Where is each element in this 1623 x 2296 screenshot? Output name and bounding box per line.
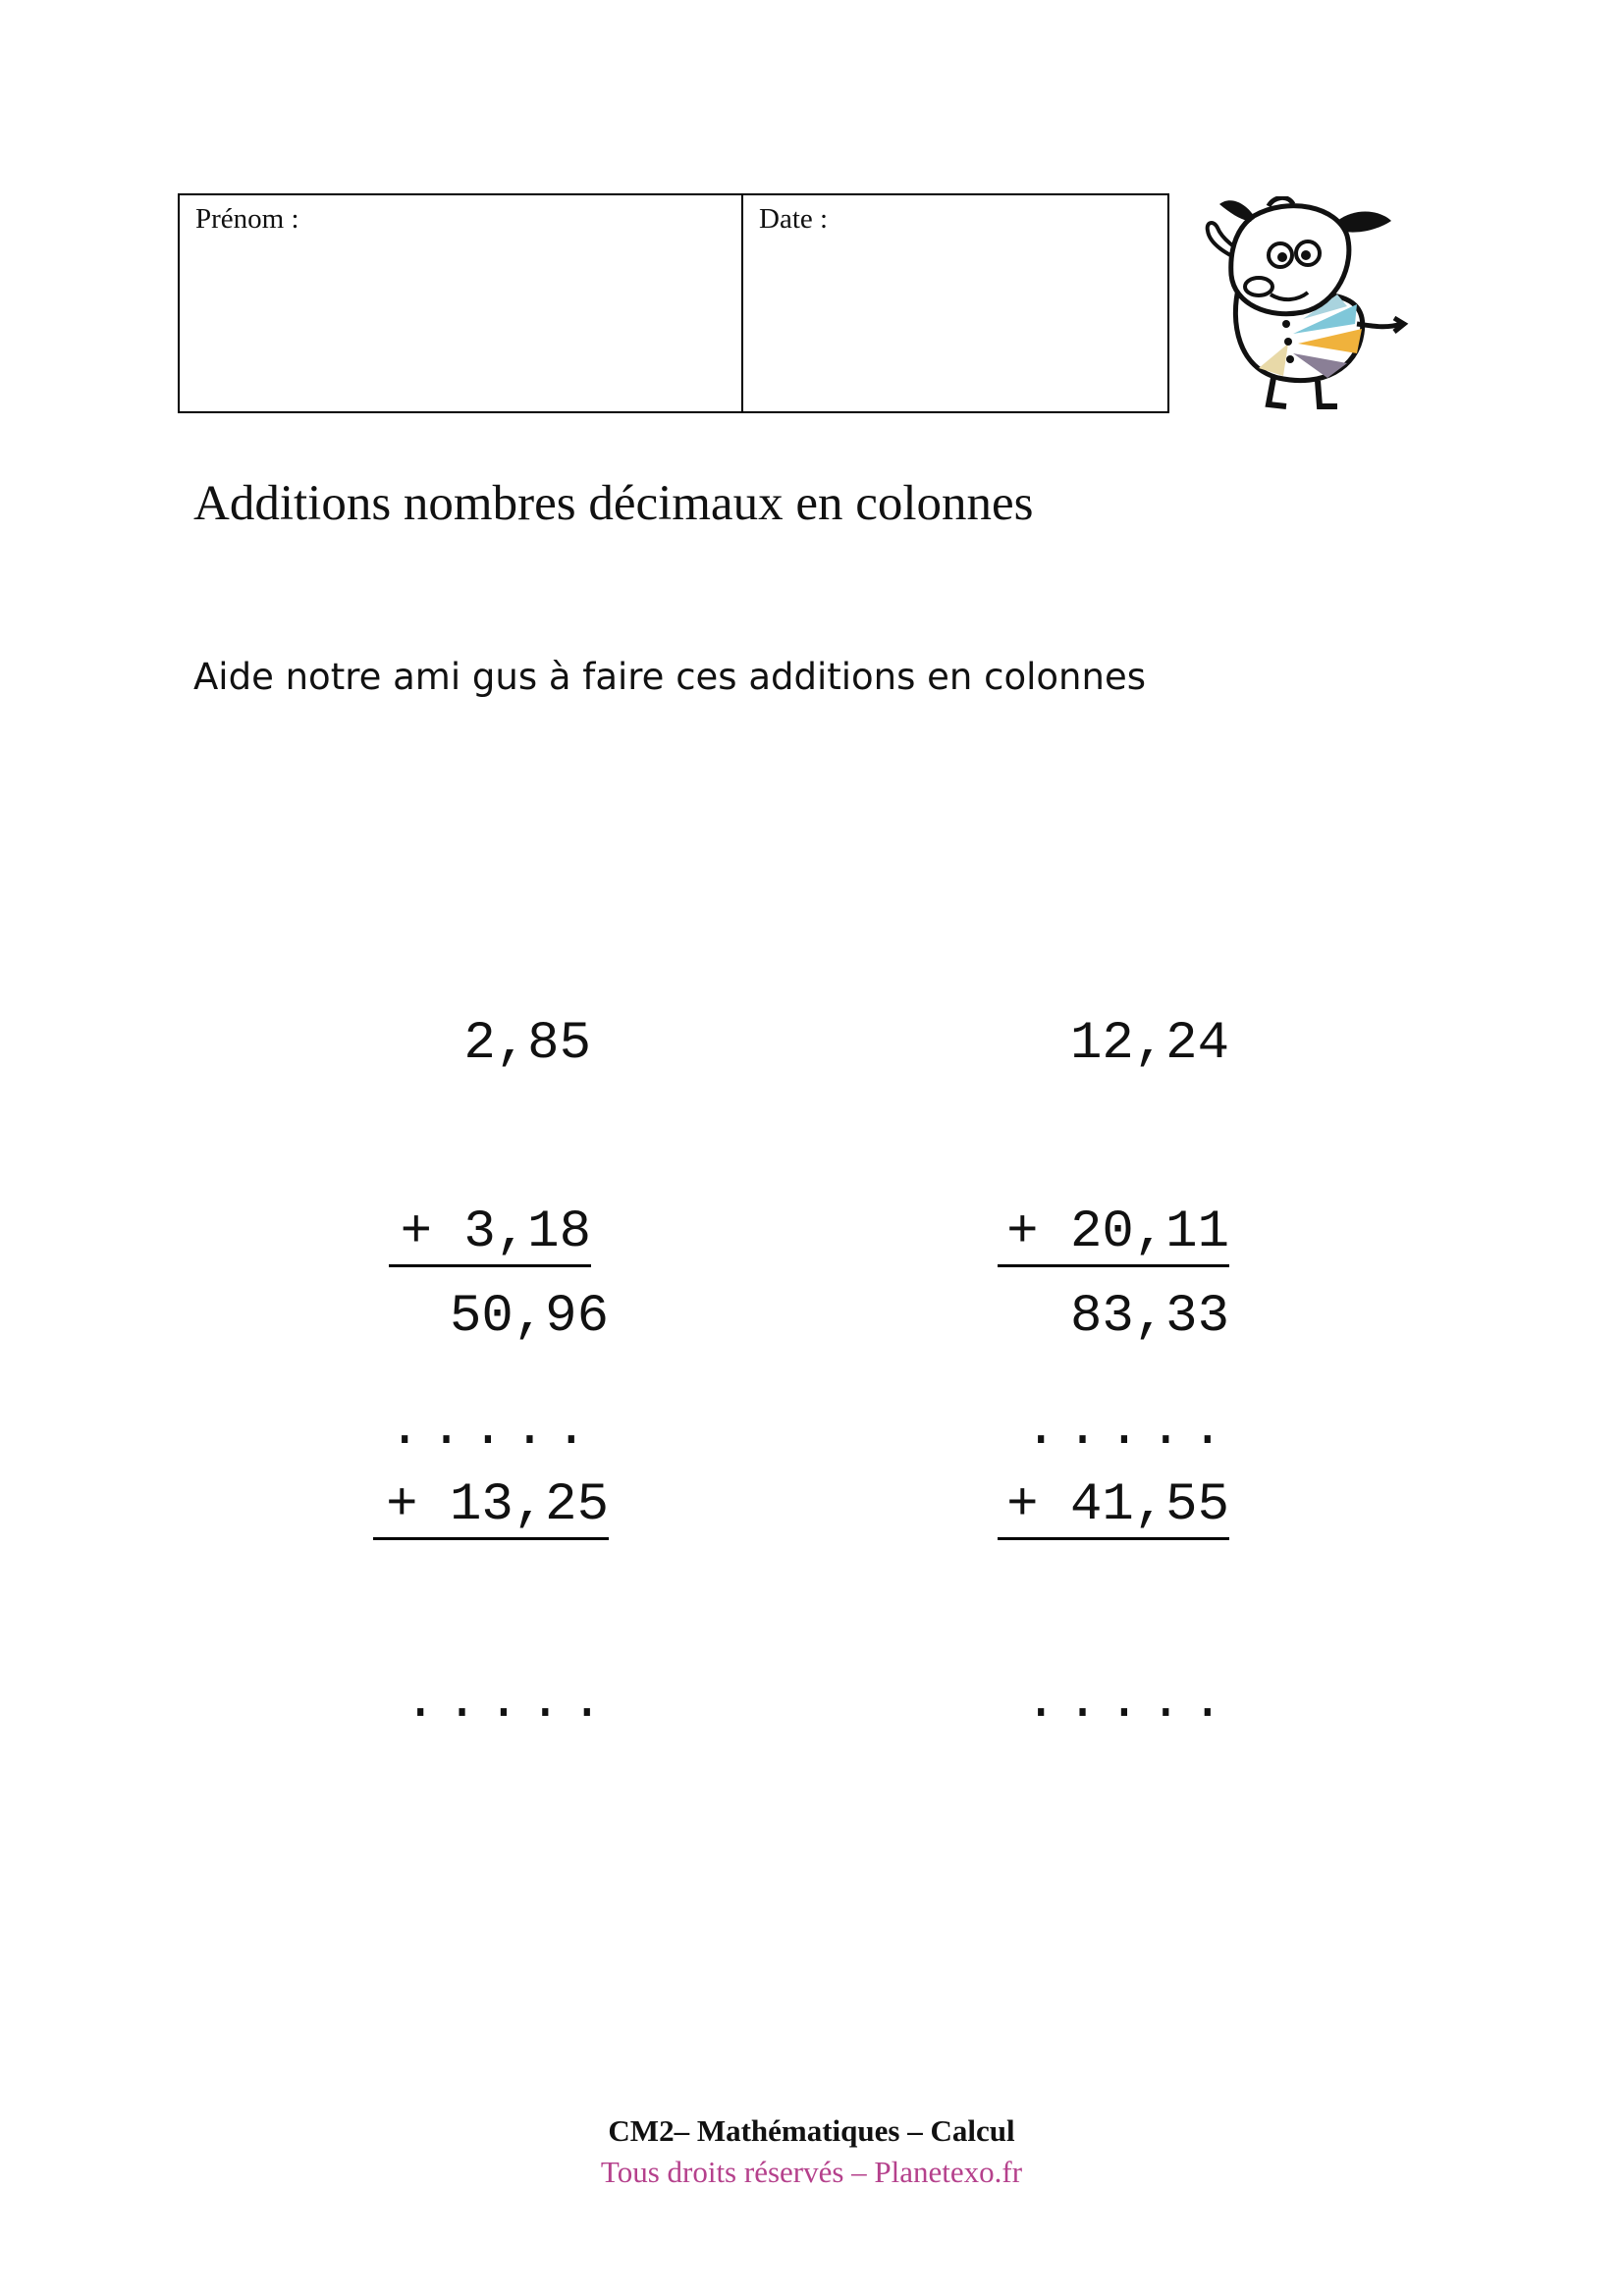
second-operand: + 41,55: [998, 1474, 1229, 1540]
footer-subject: CM2– Mathématiques – Calcul: [608, 2113, 1015, 2148]
student-info-box: [178, 193, 1169, 413]
second-operand: + 20,11: [998, 1201, 1229, 1267]
footer-copyright: Tous droits réservés – Planetexo.fr: [600, 2155, 1023, 2189]
addition-problem: [373, 1160, 613, 1797]
first-operand: 83,33: [1069, 1287, 1229, 1347]
second-operand: + 3,18: [389, 1201, 591, 1267]
first-operand: 2,85: [463, 1014, 591, 1074]
name-label: Prénom :: [195, 203, 299, 235]
second-operand: + 13,25: [373, 1474, 609, 1540]
addition-problem: [998, 1160, 1233, 1797]
first-operand: 12,24: [1069, 1014, 1229, 1074]
worksheet-title: Additions nombres décimaux en colonnes: [193, 476, 1034, 531]
first-operand: 50,96: [449, 1287, 609, 1347]
date-label: Date :: [759, 203, 829, 235]
answer-blank: .....: [1024, 1400, 1233, 1460]
date-field: [743, 195, 1167, 411]
answer-blank: .....: [404, 1673, 613, 1733]
sheep-mascot-icon: [1200, 196, 1411, 414]
answer-blank: .....: [389, 1400, 598, 1460]
instruction-text: Aide notre ami gus à faire ces additions en colonnes: [193, 656, 1146, 698]
answer-blank: .....: [1024, 1673, 1233, 1733]
name-field: [180, 195, 743, 411]
